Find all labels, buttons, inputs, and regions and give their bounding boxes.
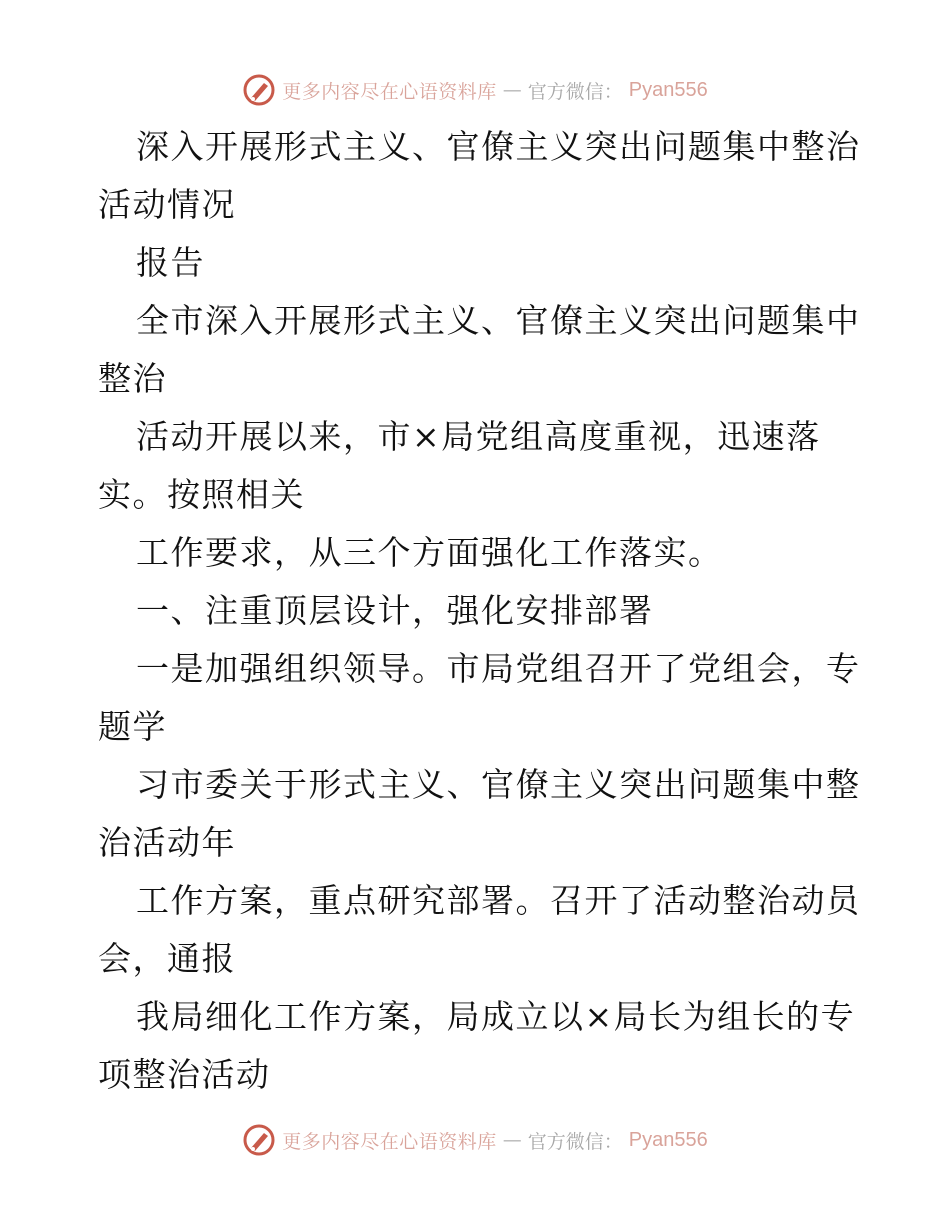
text-line: 报告 — [136, 243, 205, 282]
watermark-wechat-label: 官方微信： — [527, 1130, 623, 1153]
text-line: 活动情况 — [98, 185, 236, 224]
watermark-footer — [0, 1120, 950, 1160]
watermark-separator: — — [502, 1129, 522, 1151]
text-line: 活动开展以来，市×局党组高度重视，迅速落 — [136, 417, 821, 456]
text-line: 全市深入开展形式主义、官僚主义突出问题集中 — [136, 301, 861, 340]
watermark-text: 更多内容尽在心语资料库 — [282, 80, 497, 103]
pen-logo-icon — [242, 73, 276, 107]
text-line: 治活动年 — [98, 823, 236, 862]
text-line: 深入开展形式主义、官僚主义突出问题集中整治 — [136, 127, 861, 166]
text-line: 工作要求，从三个方面强化工作落实。 — [136, 533, 723, 572]
text-line: 我局细化工作方案，局成立以×局长为组长的专 — [136, 997, 856, 1036]
text-line: 会，通报 — [98, 939, 236, 978]
watermark-text: 更多内容尽在心语资料库 — [282, 1130, 497, 1153]
text-line: 一、注重顶层设计，强化安排部署 — [136, 591, 654, 630]
pen-logo-icon — [242, 1123, 276, 1157]
watermark-wechat-id: Pyan556 — [628, 1128, 708, 1151]
text-line: 一是加强组织领导。市局党组召开了党组会，专 — [136, 649, 861, 688]
text-line: 实。按照相关 — [98, 475, 305, 514]
text-line: 项整治活动 — [98, 1055, 271, 1094]
watermark-header — [0, 70, 950, 110]
watermark-wechat-id: Pyan556 — [628, 78, 708, 101]
text-line: 题学 — [98, 707, 167, 746]
watermark-separator: — — [502, 79, 522, 101]
text-line: 习市委关于形式主义、官僚主义突出问题集中整 — [136, 765, 861, 804]
text-line: 整治 — [98, 359, 167, 398]
document-body — [98, 118, 861, 1104]
watermark-wechat-label: 官方微信： — [527, 80, 623, 103]
text-line: 工作方案，重点研究部署。召开了活动整治动员 — [136, 881, 861, 920]
